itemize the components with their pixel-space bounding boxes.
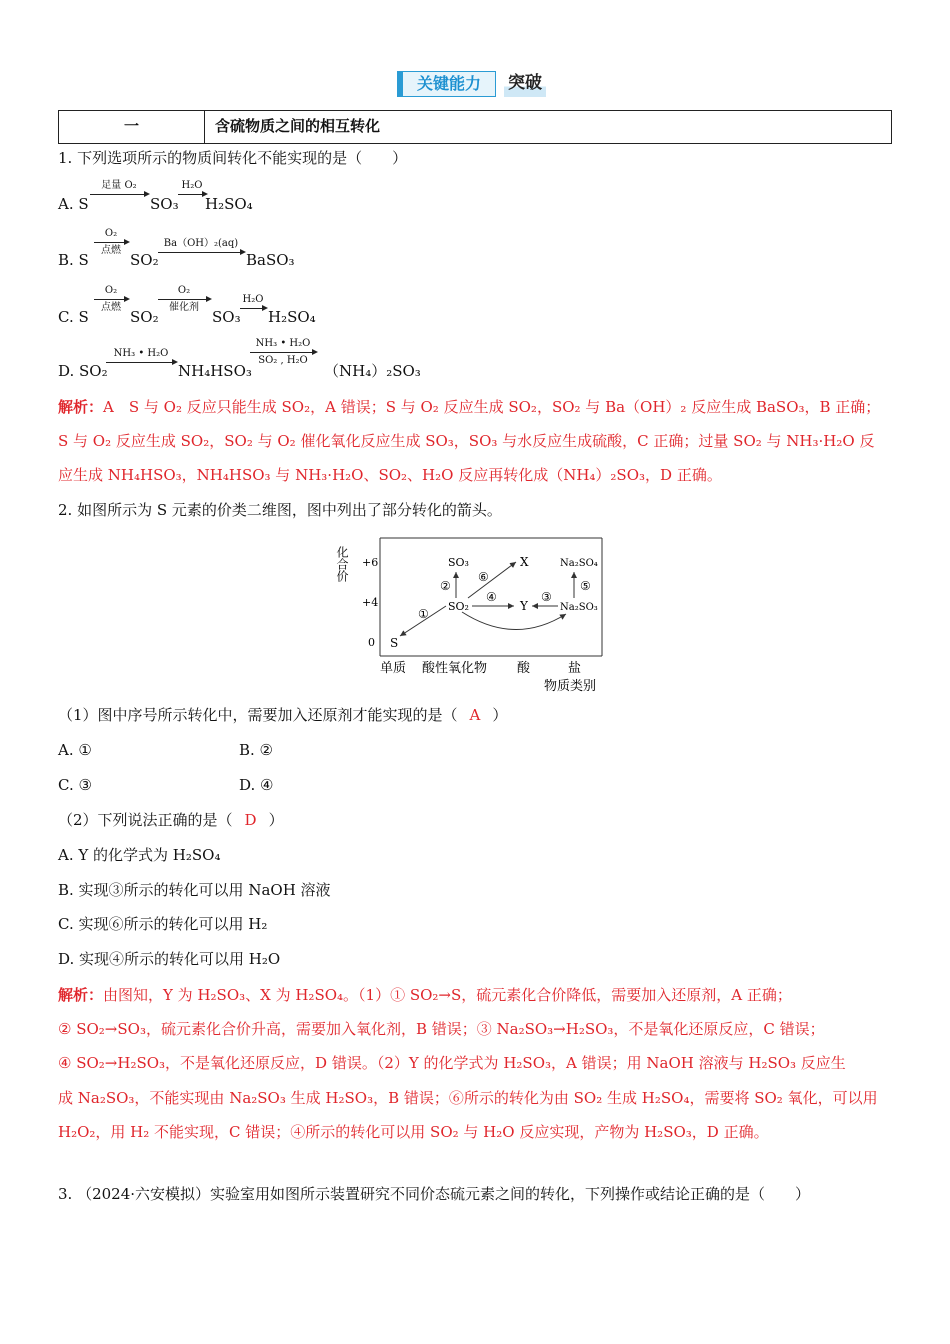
analysis-label: 解析： — [58, 986, 104, 1004]
q2-sub1-optC: C. ③ — [58, 776, 92, 794]
q1-stem: 1. 下列选项所示的物质间转化不能实现的是（ ） — [58, 149, 408, 167]
arrow-condition: NH₃ • H₂O — [113, 348, 169, 359]
q3-stem: 3. （2024·六安模拟）实验室用如图所示装置研究不同价态硫元素之间的转化，下列操作或结论正确的是（ ） — [58, 1185, 811, 1203]
mark-4: ④ — [486, 590, 497, 604]
q2-analysis-line2: ② SO₂→SO₃，硫元素化合价升高，需要加入氧化剂，B 错误；③ Na₂SO₃→H₂SO₃，不是氧化还原反应，C 错误； — [58, 1020, 825, 1038]
q2-sub1-optB: B. ② — [239, 741, 274, 759]
q1-optA-arrow2 — [178, 180, 206, 195]
x-tick-acidic-oxide: 酸性氧化物 — [422, 661, 488, 676]
node-SO3: SO₃ — [448, 556, 469, 569]
q2-analysis-line5: H₂O₂，用 H₂ 不能实现，C 错误；④所示的转化可以用 SO₂ 与 H₂O 反应实现，产物为 H₂SO₃，D 正确。 — [58, 1123, 769, 1141]
q1-optD-arrow2 — [250, 338, 316, 367]
arrow-condition: H₂O — [181, 180, 203, 191]
mark-5: ⑤ — [580, 579, 591, 593]
q1-analysis-line2: S 与 O₂ 反应生成 SO₂，SO₂ 与 O₂ 催化氧化反应生成 SO₃，SO₃ 与水反应生成硫酸，C 正确；过量 SO₂ 与 NH₃·H₂O 反 — [58, 432, 875, 450]
arrow-condition-top: O₂ — [104, 285, 118, 296]
q1-analysis-line1 — [58, 397, 880, 417]
node-Na2SO3: Na₂SO₃ — [560, 602, 598, 613]
arrow-condition-bottom: 点燃 — [101, 302, 121, 313]
arrow-curve — [462, 612, 566, 630]
y-axis-label: 化合价 — [335, 546, 349, 582]
node-Na2SO4: Na₂SO₄ — [560, 558, 598, 569]
valence-class-diagram — [330, 536, 620, 696]
section-title-word: 突破 — [504, 71, 546, 97]
sub1-stem-text: （1）图中序号所示转化中，需要加入还原剂才能实现的是（ — [58, 706, 458, 724]
q1-optC-label: C. S — [58, 308, 89, 326]
sub2-stem-text: （2）下列说法正确的是（ — [58, 811, 233, 829]
node-X: X — [520, 555, 529, 569]
arrow-condition: H₂O — [242, 294, 264, 305]
q2-analysis-line4: 成 Na₂SO₃，不能实现由 Na₂SO₃ 生成 H₂SO₃，B 错误；⑥所示的转化为由 SO₂ 生成 H₂SO₄，需要将 SO₂ 氧化，可以用 — [58, 1089, 878, 1107]
q2-sub2-optC: C. 实现⑥所示的转化可以用 H₂ — [58, 915, 268, 933]
q1-optC-arrow3 — [240, 294, 266, 309]
q1-optA-arrow1 — [90, 180, 148, 195]
q2-analysis-line3: ④ SO₂→H₂SO₃，不是氧化还原反应，D 错误。（2）Y 的化学式为 H₂SO₃，A 错误；用 NaOH 溶液与 H₂SO₃ 反应生 — [58, 1054, 846, 1072]
q2-sub1-optA: A. ① — [58, 741, 92, 759]
arrow-condition: 足量 O₂ — [101, 180, 137, 191]
analysis-text: 由图知，Y 为 H₂SO₃、X 为 H₂SO₄。（1）① SO₂→S，硫元素化合价降低，需要加入还原剂，A 正确； — [103, 986, 792, 1004]
arrow-condition-top: NH₃ • H₂O — [255, 338, 311, 349]
x-tick-acid: 酸 — [517, 661, 531, 676]
y-tick-plus6: +6 — [362, 556, 379, 569]
arrow-condition-top: O₂ — [177, 285, 191, 296]
q1-optB-p1: SO₂ — [130, 251, 159, 269]
y-tick-plus4: +4 — [362, 596, 379, 609]
mark-2: ② — [440, 579, 451, 593]
node-SO2: SO₂ — [448, 600, 469, 613]
sub1-answer: A — [469, 706, 481, 724]
x-tick-element: 单质 — [380, 661, 407, 676]
x-tick-salt: 盐 — [568, 661, 582, 676]
topic-bar — [58, 110, 892, 144]
mark-3: ③ — [541, 590, 552, 604]
y-tick-0: 0 — [368, 636, 375, 649]
arrow-condition: Ba（OH）₂(aq) — [163, 238, 239, 249]
arrow-condition-bottom: 催化剂 — [169, 302, 199, 313]
arrow-condition-top: O₂ — [104, 228, 118, 239]
q1-optD-label: D. SO₂ — [58, 362, 108, 380]
q1-optB-label: B. S — [58, 251, 89, 269]
x-axis-label: 物质类别 — [544, 679, 597, 694]
analysis-label: 解析： — [58, 398, 104, 416]
q1-optC-p1: SO₂ — [130, 308, 159, 326]
q1-optB-p2: BaSO₃ — [246, 251, 295, 269]
q2-sub2-stem — [58, 810, 284, 830]
q1-optD-arrow1 — [106, 348, 176, 363]
q1-optC-arrow2 — [158, 285, 210, 314]
q2-sub2-optB: B. 实现③所示的转化可以用 NaOH 溶液 — [58, 881, 331, 899]
sub2-close: ） — [268, 811, 284, 829]
q2-stem: 2. 如图所示为 S 元素的价类二维图，图中列出了部分转化的箭头。 — [58, 501, 502, 519]
q1-optD-p1: NH₄HSO₃ — [178, 362, 252, 380]
q1-optA-p2: H₂SO₄ — [205, 195, 253, 213]
node-Y: Y — [520, 599, 528, 613]
q1-optA-p1: SO₃ — [150, 195, 179, 213]
q1-optC-p2: SO₃ — [212, 308, 241, 326]
node-S: S — [390, 636, 399, 650]
analysis-text: A S 与 O₂ 反应只能生成 SO₂，A 错误；S 与 O₂ 反应生成 SO₂，SO₂ 与 Ba（OH）₂ 反应生成 BaSO₃，B 正确； — [103, 398, 881, 416]
q1-optB-arrow1 — [94, 228, 128, 257]
q1-optD-p2: （NH₄）₂SO₃ — [324, 362, 421, 380]
arrow-condition-bottom: 点燃 — [101, 245, 121, 256]
mark-6: ⑥ — [478, 570, 489, 584]
q1-optC-p3: H₂SO₄ — [268, 308, 316, 326]
sub1-close: ） — [492, 706, 508, 724]
q2-sub1-stem — [58, 705, 507, 725]
arrow-condition-bottom: SO₂ , H₂O — [258, 355, 308, 366]
topic-title: 含硫物质之间的相互转化 — [215, 117, 381, 135]
q2-sub1-optD: D. ④ — [239, 776, 274, 794]
q2-analysis-line1 — [58, 985, 792, 1005]
sub2-answer: D — [244, 811, 257, 829]
q1-optB-arrow2 — [158, 238, 244, 253]
section-badge: 关键能力 — [402, 71, 496, 97]
q1-analysis-line3: 应生成 NH₄HSO₃，NH₄HSO₃ 与 NH₃·H₂O、SO₂、H₂O 反应再转化成（NH₄）₂SO₃，D 正确。 — [58, 466, 722, 484]
topic-number: 一 — [59, 111, 205, 143]
mark-1: ① — [418, 607, 429, 621]
q2-sub2-optA: A. Y 的化学式为 H₂SO₄ — [58, 846, 221, 864]
q1-optA-label: A. S — [58, 195, 89, 213]
q1-optC-arrow1 — [94, 285, 128, 314]
q2-sub2-optD: D. 实现④所示的转化可以用 H₂O — [58, 950, 281, 968]
